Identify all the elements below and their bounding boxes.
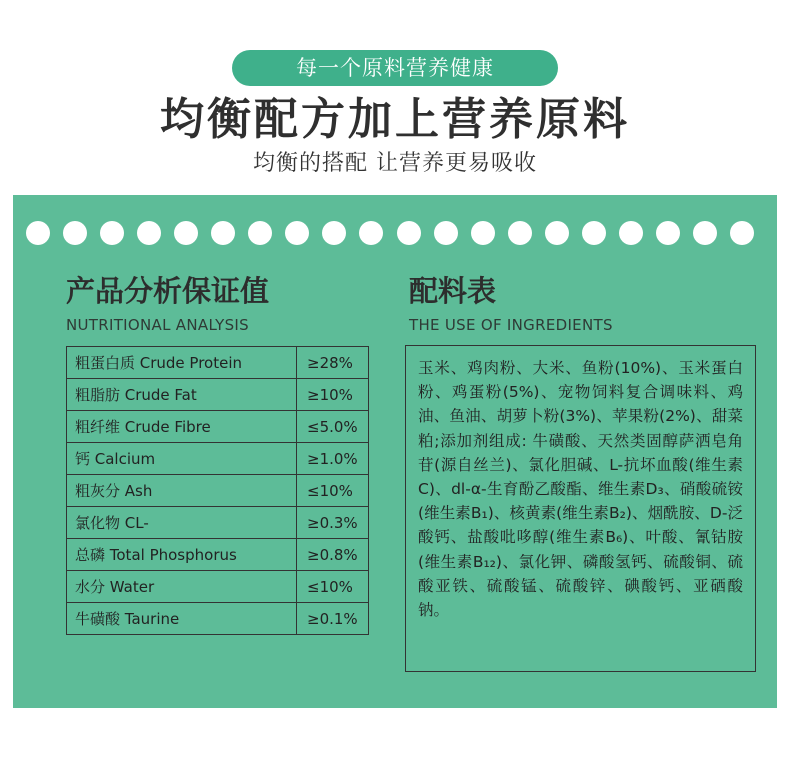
binder-hole — [545, 221, 569, 245]
ingredients-box: 玉米、鸡肉粉、大米、鱼粉(10%)、玉米蛋白粉、鸡蛋粉(5%)、宠物饲料复合调味料、鸡油、鱼油、胡萝卜粉(3%)、苹果粉(2%)、甜菜粕;添加剂组成: 牛磺酸、天然类固醇萨洒皂角苷(源自丝兰)、氯化胆碱、L-抗坏血酸(维生素C)、dl-α-生育酚乙酸酯、维生素D₃、硝酸硫铵(维生素B₁)、核黄素(维生素B₂)、烟酰胺、D-泛酸钙、盐酸吡哆醇(维生素B₆)、叶酸、氰钴胺(维生素B₁₂)、氯化钾、磷酸氢钙、硫酸铜、硫酸亚铁、硫酸锰、硫酸锌、碘酸钙、亚硒酸钠。 — [405, 345, 756, 672]
binder-hole — [730, 221, 754, 245]
header-pill: 每一个原料营养健康 — [232, 50, 558, 86]
nutrient-label: 牛磺酸 Taurine — [67, 603, 297, 635]
binder-hole — [322, 221, 346, 245]
nutrient-value: ≤10% — [297, 475, 369, 507]
binder-holes — [13, 195, 777, 265]
ingredients-title: 配料表 — [409, 274, 497, 308]
binder-hole — [434, 221, 458, 245]
nutrient-label: 总磷 Total Phosphorus — [67, 539, 297, 571]
subline: 均衡的搭配 让营养更易吸收 — [253, 151, 537, 176]
table-row — [67, 571, 369, 603]
nutrient-label: 粗脂肪 Crude Fat — [67, 379, 297, 411]
binder-hole — [137, 221, 161, 245]
binder-hole — [582, 221, 606, 245]
nutrient-value: ≥28% — [297, 347, 369, 379]
binder-hole — [471, 221, 495, 245]
binder-hole — [26, 221, 50, 245]
nutrient-label: 水分 Water — [67, 571, 297, 603]
nutrient-label: 粗蛋白质 Crude Protein — [67, 347, 297, 379]
info-panel — [13, 195, 777, 708]
binder-hole — [693, 221, 717, 245]
binder-hole — [174, 221, 198, 245]
table-row — [67, 347, 369, 379]
headline: 均衡配方加上营养原料 — [160, 94, 630, 145]
nutrition-table — [66, 346, 369, 635]
nutrient-value: ≥0.3% — [297, 507, 369, 539]
table-row — [67, 443, 369, 475]
binder-hole — [63, 221, 87, 245]
binder-hole — [211, 221, 235, 245]
nutrient-label: 钙 Calcium — [67, 443, 297, 475]
table-row — [67, 507, 369, 539]
table-row — [67, 411, 369, 443]
nutrient-value: ≥0.1% — [297, 603, 369, 635]
binder-hole — [619, 221, 643, 245]
nutrient-label: 氯化物 CL- — [67, 507, 297, 539]
binder-hole — [359, 221, 383, 245]
binder-hole — [397, 221, 421, 245]
nutrition-subtitle: NUTRITIONAL ANALYSIS — [66, 316, 249, 334]
binder-hole — [248, 221, 272, 245]
table-row — [67, 379, 369, 411]
nutrient-label: 粗灰分 Ash — [67, 475, 297, 507]
table-row — [67, 603, 369, 635]
binder-hole — [656, 221, 680, 245]
nutrition-title: 产品分析保证值 — [66, 274, 270, 308]
nutrient-value: ≥0.8% — [297, 539, 369, 571]
nutrient-value: ≤5.0% — [297, 411, 369, 443]
nutrient-value: ≥10% — [297, 379, 369, 411]
table-row — [67, 539, 369, 571]
nutrient-value: ≥1.0% — [297, 443, 369, 475]
nutrient-value: ≤10% — [297, 571, 369, 603]
ingredients-subtitle: THE USE OF INGREDIENTS — [409, 316, 613, 334]
binder-hole — [100, 221, 124, 245]
table-row — [67, 475, 369, 507]
nutrient-label: 粗纤维 Crude Fibre — [67, 411, 297, 443]
binder-hole — [508, 221, 532, 245]
binder-hole — [285, 221, 309, 245]
